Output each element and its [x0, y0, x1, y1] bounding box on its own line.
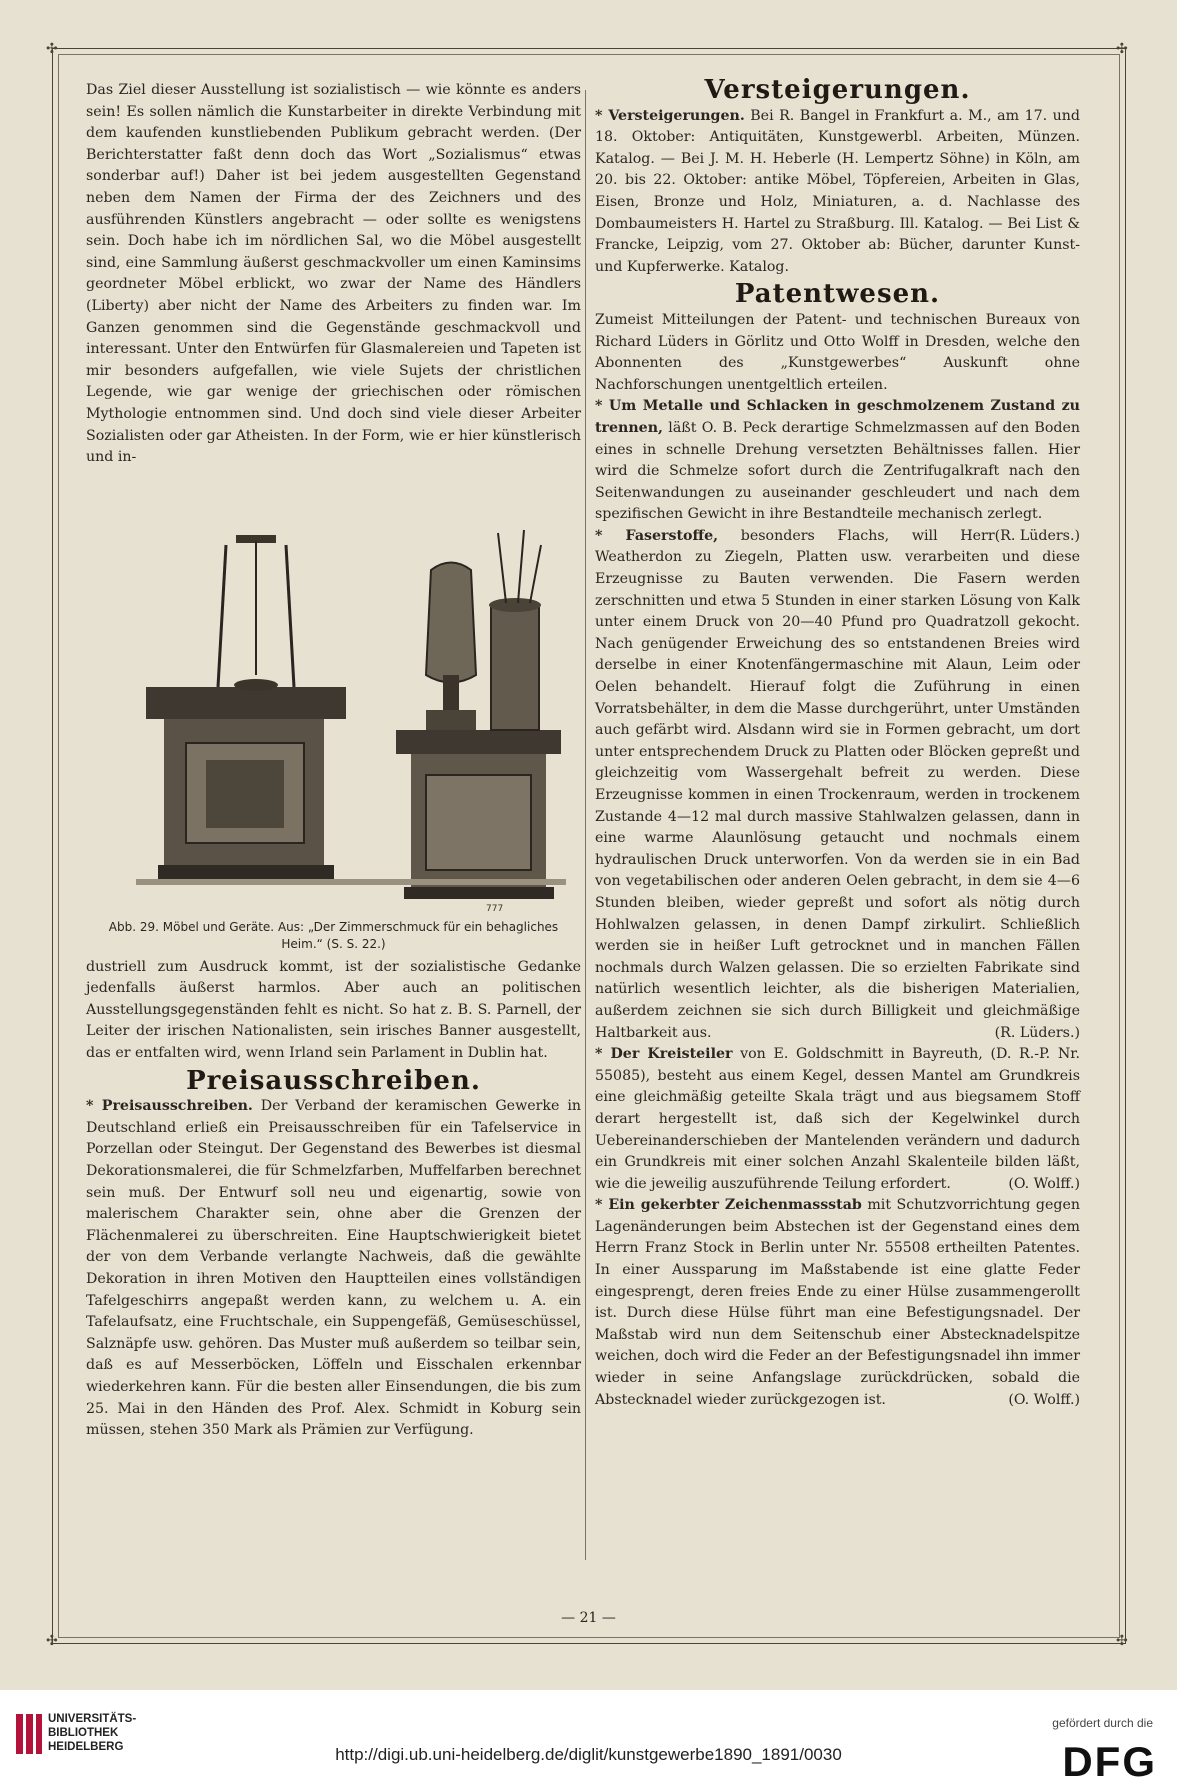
section-heading: Patentwesen. — [734, 279, 941, 310]
figure-number: 777 — [486, 903, 504, 914]
library-name: UNIVERSITÄTS- BIBLIOTHEK HEIDELBERG — [48, 1713, 137, 1753]
corner-ornament-icon: ✣ — [1116, 1633, 1128, 1649]
entry-lead: * Der Kreisteiler — [595, 1046, 733, 1063]
entry-signature: (O. Wolff.) — [1008, 1175, 1080, 1192]
corner-ornament-icon: ✣ — [46, 41, 58, 57]
patent-entry — [595, 526, 1080, 1044]
entry-signature: (R. Lüders.) — [994, 1024, 1080, 1041]
entry-text: Der Verband der keramischen Gewerke in Deutschland erließ ein Preisausschreiben für ein Tafelservice in Porzellan oder Steingut. Der Gegenstand des Bewerbes ist diesmal Dekorationsmalerei, die für Schmelzfarben, Muffelfarben berechnet sein muß. Der Entwurf soll neu und eigenartig, sowie von malerischem Charakter sein, ohne aber die Grenzen der Flächenmalerei zu überschreiten. Eine Hauptschwierigkeit bietet der von dem Verbande verlangte Nachweis, daß die gewählte Dekoration in ihren Motiven den Hauptteilen eines vollständigen Tafelgeschirrs angepaßt werden kann, zu welchem u. A. ein Tafelaufsatz, eine Fruchtschale, ein Suppengefäß, Gemüseschüssel, Salznäpfe usw. gehören. Das Muster muß außerdem so teilbar sein, daß es auf Messerböcken, Löffeln und Eisschalen erkennbar wiederkehren kann. Für die besten aller Einsendungen, die bis zum 25. Mai in den Händen des Prof. Alex. Schmidt in Koburg sein müssen, stehen 350 Mark als Prämien zur Verfügung. — [86, 1098, 581, 1439]
patent-entry — [595, 1195, 1080, 1411]
dfg-logo: DFG — [1062, 1738, 1157, 1785]
patent-entry — [595, 1044, 1080, 1195]
left-column — [86, 80, 581, 1442]
entry-text: läßt O. B. Peck derartige Schmelzmassen auf den Boden eines in schnelle Drehung versetzten Behältnisses fallen. Hier wird die Schmelze sofort durch die Zentrifugalkraft nach den Seitenwandungen zu auseinander geschleudert und nach dem spezifischen Gewicht in ihre Bestandteile mechanisch zerlegt. — [595, 419, 1080, 523]
entry-text: besonders Flachs, will Herr Weatherdon zu Ziegeln, Platten usw. verarbeiten und diese Erzeugnisse zu Bauten verwenden. Die Fasern werden zerschnitten und etwa 5 Stunden in einer starken Lösung von Kalk unter einem Druck von 20—40 Pfund pro Quadratzoll gekocht. Nach genügender Erweichung des so entstandenen Breies wird derselbe in einer Knotenfängermaschine mit Alaun, Leim oder Oelen behandelt. Hierauf folgt die Zuführung in einen Vorratsbehälter, in dem die Masse durchgerührt, unter Umständen auch gefärbt wird. Alsdann wird sie in Formen gebracht, um dort unter entsprechendem Druck zu Platten oder Blöcken gepreßt und gleichzeitig vom Wassergehalt befreit zu werden. Diese Erzeugnisse kommen in einen Trockenraum, werden in trockenem Zustande 4—12 mal durch massive Stahlwalzen gelassen, dann in eine warme Alaunlösung getaucht und nochmals einem hydraulischen Druck unterworfen. Von da werden sie in ein Bad von vegetabilischen oder anderen Oelen gebracht, in dem sie 4—6 Stunden bleiben, wieder gepreßt und sofort als nötig durch Hohlwalzen gelassen, in denen Dampf zirkulirt. Schließlich werden sie in heißer Luft getrocknet und in manchen Fällen nochmals durch Walzen gelassen. Die so erzielten Fabrikate sind natürlich wesentlich leichter, als die bisherigen Materialien, außerdem zeichnen sie sich durch Billigkeit und gleichmäßige Haltbarkeit aus. — [595, 527, 1080, 1041]
entry-text: mit Schutzvorrichtung gegen Lagenänderungen beim Abstechen ist der Gegenstand eines dem Herrn Franz Stock in Berlin unter Nr. 55508 ertheilten Patentes. In einer Aussparung im Maßstabende ist eine glatte Feder eingesprengt, deren freies Ende zu einer Hülse zusammengerollt ist. Durch diese Hülse führt man eine Befestigungsnadel. Der Maßstab wird nun dem Seitenschub einer Abstecknadelspitze weichen, doch wird die Feder an der Befestigungsnadel ihn immer wieder in seine Anfangslage zurückdrücken, sobald die Abstecknadel wieder zurückgezogen ist. — [595, 1197, 1080, 1408]
entry-lead: * Um Metalle und Schlacken in geschmolzenem Zustand zu trennen, — [595, 398, 1080, 436]
figure-caption: Abb. 29. Möbel und Geräte. Aus: „Der Zimmerschmuck für ein behagliches Heim.“ (S. S. 22.) — [108, 919, 559, 951]
section-heading: Preisausschreiben. — [186, 1065, 481, 1096]
entry-lead: * Versteigerungen. — [595, 107, 745, 124]
right-column — [595, 75, 1080, 1411]
page-number: — 21 — — [561, 1610, 616, 1626]
entry-lead: * Preisausschreiben. — [86, 1098, 253, 1115]
furniture-illustration — [86, 475, 581, 915]
section-heading: Versteigerungen. — [704, 75, 971, 105]
furniture-engraving — [86, 475, 581, 915]
column-divider — [585, 90, 586, 1560]
entry-text: Bei R. Bangel in Frankfurt a. M., am 17. und 18. Oktober: Antiquitäten, Kunstgewerbl. Arbeiten, Münzen. Katalog. — Bei J. M. H. Heberle (H. Lempertz Söhne) in Köln, am 20. bis 22. Oktober: antike Möbel, Töpfereien, Arbeiten in Glas, Eisen, Bronze und Holz, Miniaturen, a. d. Nachlasse des Dombaumeisters H. Hartel zu Straßburg. Ill. Katalog. — Bei List & Francke, Leipzig, vom 27. Oktober ab: Bücher, darunter Kunst- und Kupferwerke. Katalog. — [595, 107, 1080, 275]
source-url[interactable]: http://digi.ub.uni-heidelberg.de/diglit/kunstgewerbe1890_1891/0030 — [335, 1745, 842, 1764]
article-paragraph: dustriell zum Ausdruck kommt, ist der sozialistische Gedanke jedenfalls äußerst harmlos. Aber auch an politischen Ausstellungsgegenständen fehlt es nicht. So hat z. B. S. Parnell, der Leiter der irischen Nationalisten, sein irisches Banner ausgestellt, das er entfalten wird, wenn Irland sein Parlament in Dublin hat. — [86, 958, 581, 1062]
article-paragraph — [595, 106, 1080, 279]
footer-bar — [0, 1690, 1177, 1786]
corner-ornament-icon: ✣ — [46, 1633, 58, 1649]
funding-label: gefördert durch die — [1052, 1716, 1153, 1730]
article-paragraph: Zumeist Mitteilungen der Patent- und technischen Bureaux von Richard Lüders in Görlitz und Otto Wolff in Dresden, welche den Abonnenten des „Kunstgewerbes“ Auskunft ohne Nachforschungen unentgeltlich erteilen. — [595, 311, 1080, 393]
entry-signature: (R. Lüders.) — [994, 527, 1080, 544]
entry-lead: * Faserstoffe, — [595, 527, 719, 544]
entry-signature: (O. Wolff.) — [1008, 1391, 1080, 1408]
entry-lead: * Ein gekerbter Zeichenmassstab — [595, 1197, 862, 1214]
entry-text: von E. Goldschmitt in Bayreuth, (D. R.-P. Nr. 55085), besteht aus einem Kegel, dessen Mantel am Grundkreis eine gleichmäßig geteilte Skala trägt und aus biegsamem Stoff derart hergestellt ist, daß sich der Kegelwinkel durch Uebereinanderschieben der Mantelenden verändern und dadurch ein Grundkreis mit einer solchen Anzahl Skalenteile bilden läßt, wie die jeweilig auszuführende Teilung erfordert. — [595, 1046, 1080, 1192]
corner-ornament-icon: ✣ — [1116, 41, 1128, 57]
article-paragraph — [86, 1096, 581, 1442]
article-paragraph: Das Ziel dieser Ausstellung ist sozialistisch — wie könnte es anders sein! Es sollen nämlich die Kunstarbeiter in direkte Verbindung mit dem kaufenden kunstliebenden Publikum gebracht werden. (Der Berichterstatter faßt denn doch das Wort „Sozialismus“ etwas sonderbar auf!) Daher ist bei jedem ausgestellten Gegenstand neben dem Namen der Firma der des Zeichners und des ausführenden Künstlers angebracht — oder sollte es wenigstens sein. Doch habe ich im nördlichen Sal, wo die Möbel ausgestellt sind, eine Sammlung äußerst geschmackvoller um einen Kaminsims geordneter Möbel erblickt, wo zwar der Name des Händlers (Liberty) aber nicht der Name des Arbeiters zu finden war. Im Ganzen genommen sind die Gegenstände geschmackvoll und interessant. Unter den Entwürfen für Glasmalereien und Tapeten ist mir besonders aufgefallen, wie viele Sujets der christlichen Legende, wie gar wenige der griechischen oder römischen Mythologie entnommen sind. Und doch sind viele dieser Arbeiter Sozialisten oder gar Atheisten. In der Form, wie er hier künstlerisch und in- — [86, 82, 581, 466]
